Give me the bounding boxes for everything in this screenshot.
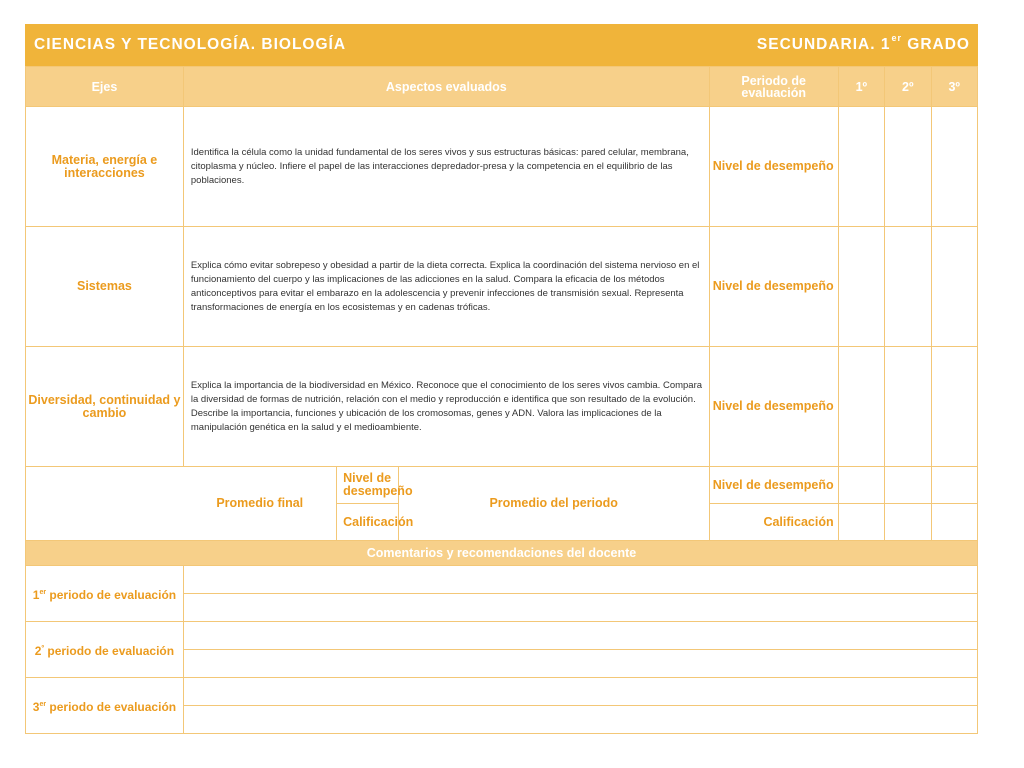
promedio-final-label: Promedio final	[183, 467, 336, 541]
period-text: periodo de evaluación	[49, 587, 177, 602]
col-p3: 3º	[931, 67, 978, 107]
col-p1: 1º	[838, 67, 884, 107]
evaluation-table	[25, 66, 978, 734]
aspecto-text: Explica cómo evitar sobrepeso y obesidad a partir de la dieta correcta. Explica la coordinación del sistema nervioso en el funcionamiento del cuerpo y las implicaciones de las adicciones en la salud. Compara la eficacia de los métodos anticonceptivos para evitar el embarazo en la adolescencia y prevenir infecciones de transmisión sexual. Representa transformaciones de energía en los ecosistemas y en cadenas tróficas.	[183, 227, 709, 347]
comments-title: Comentarios y recomendaciones del docente	[26, 541, 978, 566]
comment-row	[26, 566, 978, 594]
aspecto-text: Identifica la célula como la unidad fundamental de los seres vivos y sus estructuras básicas: pared celular, membrana, citoplasma y núcleo. Infiere el papel de las interacciones depredador-presa y la competencia en el equilibrio de las poblaciones.	[183, 107, 709, 227]
score-cell-p1[interactable]	[838, 227, 884, 347]
grade-level: SECUNDARIA. 1	[756, 36, 891, 54]
comment-line[interactable]	[183, 706, 977, 734]
score-cell-p3[interactable]	[931, 504, 978, 541]
period-text: periodo de evaluación	[49, 699, 177, 714]
col-aspectos: Aspectos evaluados	[183, 67, 709, 107]
score-cell-p3[interactable]	[931, 467, 978, 504]
grade-title	[757, 35, 970, 54]
period-sup: er	[39, 700, 47, 708]
score-cell-p3[interactable]	[931, 227, 978, 347]
nivel-right-label: Nivel de desempeño	[709, 467, 838, 504]
comment-line[interactable]	[183, 678, 977, 706]
summary-row-nivel	[26, 467, 978, 504]
nivel-label: Nivel de desempeño	[709, 347, 838, 467]
table-row	[26, 347, 978, 467]
nivel-label: Nivel de desempeño	[709, 227, 838, 347]
score-cell-p3[interactable]	[931, 347, 978, 467]
summary-blank	[26, 467, 184, 541]
col-p2: 2º	[885, 67, 931, 107]
period-sup: er	[39, 588, 47, 596]
period-label	[26, 622, 184, 678]
comment-line[interactable]	[183, 650, 977, 678]
comment-row	[26, 622, 978, 650]
table-row	[26, 107, 978, 227]
promedio-periodo-label: Promedio del periodo	[398, 467, 709, 541]
nivel-desempeno-label: Nivel de desempeño	[337, 467, 399, 504]
grade-level-sup: er	[891, 33, 902, 44]
period-num: 3	[32, 699, 40, 714]
eje-label: Sistemas	[26, 227, 184, 347]
eje-label: Diversidad, continuidad y cambio	[26, 347, 184, 467]
score-cell-p2[interactable]	[885, 227, 931, 347]
period-num: 2	[34, 643, 42, 658]
comments-header-row	[26, 541, 978, 566]
score-cell-p3[interactable]	[931, 107, 978, 227]
comment-row	[26, 678, 978, 706]
col-ejes: Ejes	[26, 67, 184, 107]
title-bar	[25, 24, 978, 66]
evaluation-sheet	[25, 24, 978, 734]
table-row	[26, 227, 978, 347]
calificacion-right-label: Calificación	[709, 504, 838, 541]
score-cell-p2[interactable]	[885, 467, 931, 504]
column-header-row	[26, 67, 978, 107]
score-cell-p1[interactable]	[838, 504, 884, 541]
score-cell-p2[interactable]	[885, 107, 931, 227]
period-text: periodo de evaluación	[47, 643, 175, 658]
nivel-label: Nivel de desempeño	[709, 107, 838, 227]
score-cell-p1[interactable]	[838, 347, 884, 467]
period-num: 1	[32, 587, 40, 602]
period-label	[26, 566, 184, 622]
period-label	[26, 678, 184, 734]
subject-title: CIENCIAS Y TECNOLOGÍA. BIOLOGÍA	[34, 36, 347, 53]
eje-label: Materia, energía e interacciones	[26, 107, 184, 227]
aspecto-text: Explica la importancia de la biodiversidad en México. Reconoce que el conocimiento de los seres vivos cambia. Compara la diversidad de formas de nutrición, relación con el medio y reproducción e identifica que son resultado de la evolución. Describe la importancia, funciones y ubicación de los cromosomas, genes y ADN. Valora las implicaciones de la manipulación genética en la salud y el medioambiente.	[183, 347, 709, 467]
period-sup: º	[41, 644, 45, 652]
calificacion-label: Calificación	[337, 504, 399, 541]
comment-line[interactable]	[183, 566, 977, 594]
col-periodo: Periodo de evaluación	[709, 67, 838, 107]
score-cell-p2[interactable]	[885, 347, 931, 467]
comment-line[interactable]	[183, 622, 977, 650]
score-cell-p1[interactable]	[838, 107, 884, 227]
comment-line[interactable]	[183, 594, 977, 622]
score-cell-p1[interactable]	[838, 467, 884, 504]
grade-suffix: GRADO	[907, 36, 970, 54]
score-cell-p2[interactable]	[885, 504, 931, 541]
